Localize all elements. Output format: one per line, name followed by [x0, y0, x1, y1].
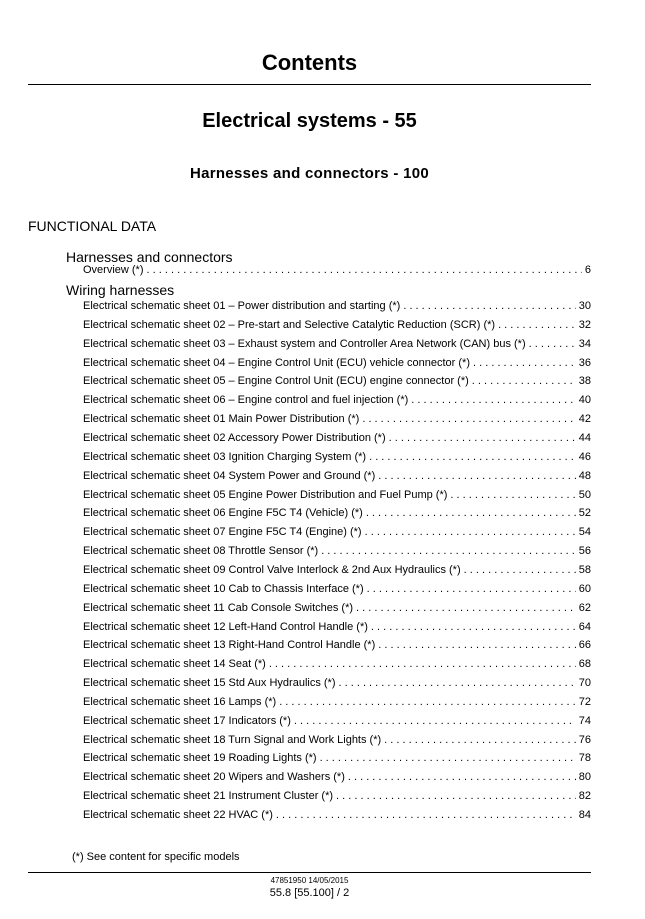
- toc-entry-label: Electrical schematic sheet 10 Cab to Chassis Interface (*): [83, 582, 364, 595]
- toc-entry[interactable]: [83, 808, 591, 822]
- toc-entry-page: 42: [578, 413, 591, 426]
- toc-entry-label: Electrical schematic sheet 21 Instrument Cluster (*): [83, 790, 334, 803]
- toc-entry[interactable]: [83, 488, 591, 502]
- toc-entry-label: Electrical schematic sheet 01 – Power distribution and starting (*): [83, 300, 401, 312]
- toc-entry-label: Electrical schematic sheet 05 Engine Power Distribution and Fuel Pump (*): [83, 488, 448, 501]
- dot-leader: [276, 808, 576, 822]
- toc-entry-label: Electrical schematic sheet 02 – Pre-start and Selective Catalytic Reduction (SCR) (*): [83, 318, 496, 331]
- dot-leader: [378, 469, 576, 483]
- toc-entry-label: Electrical schematic sheet 18 Turn Signal and Work Lights (*): [83, 733, 382, 746]
- toc-entry-label: Electrical schematic sheet 20 Wipers and Washers (*): [83, 771, 345, 784]
- toc-entry-label: Overview (*): [83, 264, 144, 276]
- subsection-title: Harnesses and connectors - 100: [189, 165, 430, 182]
- dot-leader: [356, 601, 576, 615]
- toc-entry-label: Electrical schematic sheet 15 Std Aux Hydraulics (*): [83, 677, 336, 689]
- toc-entry[interactable]: [83, 582, 591, 596]
- toc-entry-label: Electrical schematic sheet 06 – Engine control and fuel injection (*): [83, 394, 409, 407]
- dot-leader: [464, 563, 576, 577]
- toc-entry-page: 30: [578, 300, 591, 312]
- toc-entry[interactable]: [83, 544, 591, 558]
- toc-entry[interactable]: [83, 506, 591, 520]
- toc-entry-page: 32: [578, 318, 591, 331]
- toc-entry-label: Electrical schematic sheet 11 Cab Console Switches (*): [83, 601, 354, 614]
- toc-entry-label: Electrical schematic sheet 08 Throttle Sensor (*): [83, 545, 319, 557]
- dot-leader: [450, 488, 575, 502]
- toc-entry-label: Electrical schematic sheet 05 – Engine Control Unit (ECU) engine connector (*): [83, 375, 469, 388]
- toc-entry-page: 54: [578, 526, 591, 539]
- toc-entry-label: Electrical schematic sheet 01 Main Power Distribution (*): [83, 413, 360, 426]
- toc-entry-page: 46: [578, 450, 591, 463]
- dot-leader: [294, 714, 576, 728]
- toc-entry-label: Electrical schematic sheet 19 Roading Lights (*): [83, 752, 317, 765]
- dot-leader: [371, 620, 576, 634]
- toc-entry[interactable]: [83, 318, 591, 332]
- title-divider: [28, 84, 591, 85]
- dot-leader: [378, 638, 576, 652]
- toc-entry[interactable]: [83, 412, 591, 426]
- topic-heading-harnesses-connectors: Harnesses and connectors: [66, 249, 233, 265]
- dot-leader: [473, 356, 576, 370]
- toc-entry[interactable]: [83, 770, 591, 784]
- dot-leader: [147, 263, 582, 277]
- topic-heading-wiring-harnesses: Wiring harnesses: [66, 282, 175, 298]
- dot-leader: [279, 695, 576, 709]
- toc-entry[interactable]: [83, 393, 591, 407]
- toc-entry-page: 80: [578, 771, 591, 784]
- toc-entry[interactable]: [83, 337, 591, 351]
- toc-entry[interactable]: [83, 657, 591, 671]
- toc-entry[interactable]: [83, 676, 591, 690]
- dot-leader: [269, 657, 576, 671]
- toc-entry-page: 50: [578, 488, 591, 501]
- dot-leader: [472, 374, 576, 388]
- toc-entry-page: 48: [578, 469, 591, 482]
- toc-entry[interactable]: [83, 299, 591, 313]
- toc-entry[interactable]: [83, 733, 591, 747]
- toc-entry-page: 68: [578, 658, 591, 671]
- functional-data-heading: FUNCTIONAL DATA: [28, 218, 157, 234]
- toc-entry-page: 40: [578, 394, 591, 407]
- toc-entry-label: Electrical schematic sheet 17 Indicators (*): [83, 714, 291, 727]
- toc-entry[interactable]: [83, 695, 591, 709]
- document-id: 47851950 14/05/2015: [270, 876, 349, 885]
- dot-leader: [384, 733, 576, 747]
- toc-entry-page: 52: [578, 507, 591, 520]
- toc-entry-page: 70: [578, 677, 591, 689]
- dot-leader: [362, 412, 575, 426]
- toc-entry-page: 44: [578, 432, 591, 444]
- toc-entry[interactable]: [83, 638, 591, 652]
- toc-entry-page: 74: [578, 714, 591, 727]
- toc-entry[interactable]: [83, 374, 591, 388]
- toc-entry-page: 6: [584, 264, 591, 276]
- toc-entry-page: 64: [578, 620, 591, 633]
- toc-entry-page: 34: [578, 337, 591, 350]
- page-title: Contents: [261, 50, 358, 75]
- toc-entry-label: Electrical schematic sheet 22 HVAC (*): [83, 809, 273, 821]
- dot-leader: [339, 676, 576, 690]
- toc-entry-label: Electrical schematic sheet 14 Seat (*): [83, 658, 266, 671]
- dot-leader: [366, 506, 576, 520]
- section-title: Electrical systems - 55: [202, 110, 417, 132]
- dot-leader: [367, 582, 576, 596]
- toc-entry[interactable]: [83, 263, 591, 277]
- toc-entry-page: 84: [578, 809, 591, 821]
- toc-entry-label: Electrical schematic sheet 12 Left-Hand Control Handle (*): [83, 620, 368, 633]
- toc-entry-page: 66: [578, 639, 591, 652]
- toc-entry[interactable]: [83, 789, 591, 803]
- toc-entry-label: Electrical schematic sheet 07 Engine F5C T4 (Engine) (*): [83, 526, 362, 539]
- toc-entry-page: 60: [578, 582, 591, 595]
- footnote: (*) See content for specific models: [72, 851, 240, 863]
- dot-leader: [529, 337, 576, 351]
- toc-entry-label: Electrical schematic sheet 13 Right-Hand Control Handle (*): [83, 639, 376, 652]
- toc-entry-label: Electrical schematic sheet 04 – Engine Control Unit (ECU) vehicle connector (*): [83, 356, 470, 369]
- toc-entry-page: 62: [578, 601, 591, 614]
- dot-leader: [365, 525, 576, 539]
- dot-leader: [320, 751, 576, 765]
- toc-entry-page: 82: [578, 790, 591, 803]
- dot-leader: [498, 318, 576, 332]
- toc-entry-page: 78: [578, 752, 591, 765]
- toc-entry-label: Electrical schematic sheet 06 Engine F5C T4 (Vehicle) (*): [83, 507, 363, 520]
- toc-entry-label: Electrical schematic sheet 03 – Exhaust system and Controller Area Network (CAN) bus (*): [83, 337, 526, 350]
- toc-entry[interactable]: [83, 563, 591, 577]
- toc-entry-page: 56: [578, 545, 591, 557]
- toc-entry-page: 76: [578, 733, 591, 746]
- toc-entry[interactable]: [83, 469, 591, 483]
- toc-entry-label: Electrical schematic sheet 03 Ignition Charging System (*): [83, 450, 367, 463]
- toc-entry-label: Electrical schematic sheet 02 Accessory Power Distribution (*): [83, 432, 386, 444]
- toc-entry[interactable]: [83, 751, 591, 765]
- toc-entry[interactable]: [83, 525, 591, 539]
- footer-divider: [28, 872, 591, 873]
- dot-leader: [411, 393, 575, 407]
- dot-leader: [321, 544, 576, 558]
- toc-entry[interactable]: [83, 620, 591, 634]
- toc-entry-page: 58: [578, 563, 591, 576]
- toc-entry[interactable]: [83, 431, 591, 445]
- toc-entry-label: Electrical schematic sheet 04 System Power and Ground (*): [83, 469, 376, 482]
- dot-leader: [336, 789, 576, 803]
- toc-entry-page: 72: [578, 695, 591, 708]
- toc-entry[interactable]: [83, 714, 591, 728]
- dot-leader: [369, 450, 576, 464]
- toc-entry-label: Electrical schematic sheet 09 Control Valve Interlock & 2nd Aux Hydraulics (*): [83, 563, 461, 576]
- toc-entry[interactable]: [83, 450, 591, 464]
- page-number: 55.8 [55.100] / 2: [269, 887, 350, 899]
- dot-leader: [403, 299, 575, 313]
- toc-entry-page: 38: [578, 375, 591, 388]
- toc-entry[interactable]: [83, 356, 591, 370]
- dot-leader: [348, 770, 576, 784]
- toc-entry-label: Electrical schematic sheet 16 Lamps (*): [83, 695, 277, 708]
- toc-entry-page: 36: [578, 356, 591, 369]
- dot-leader: [389, 431, 576, 445]
- toc-entry[interactable]: [83, 601, 591, 615]
